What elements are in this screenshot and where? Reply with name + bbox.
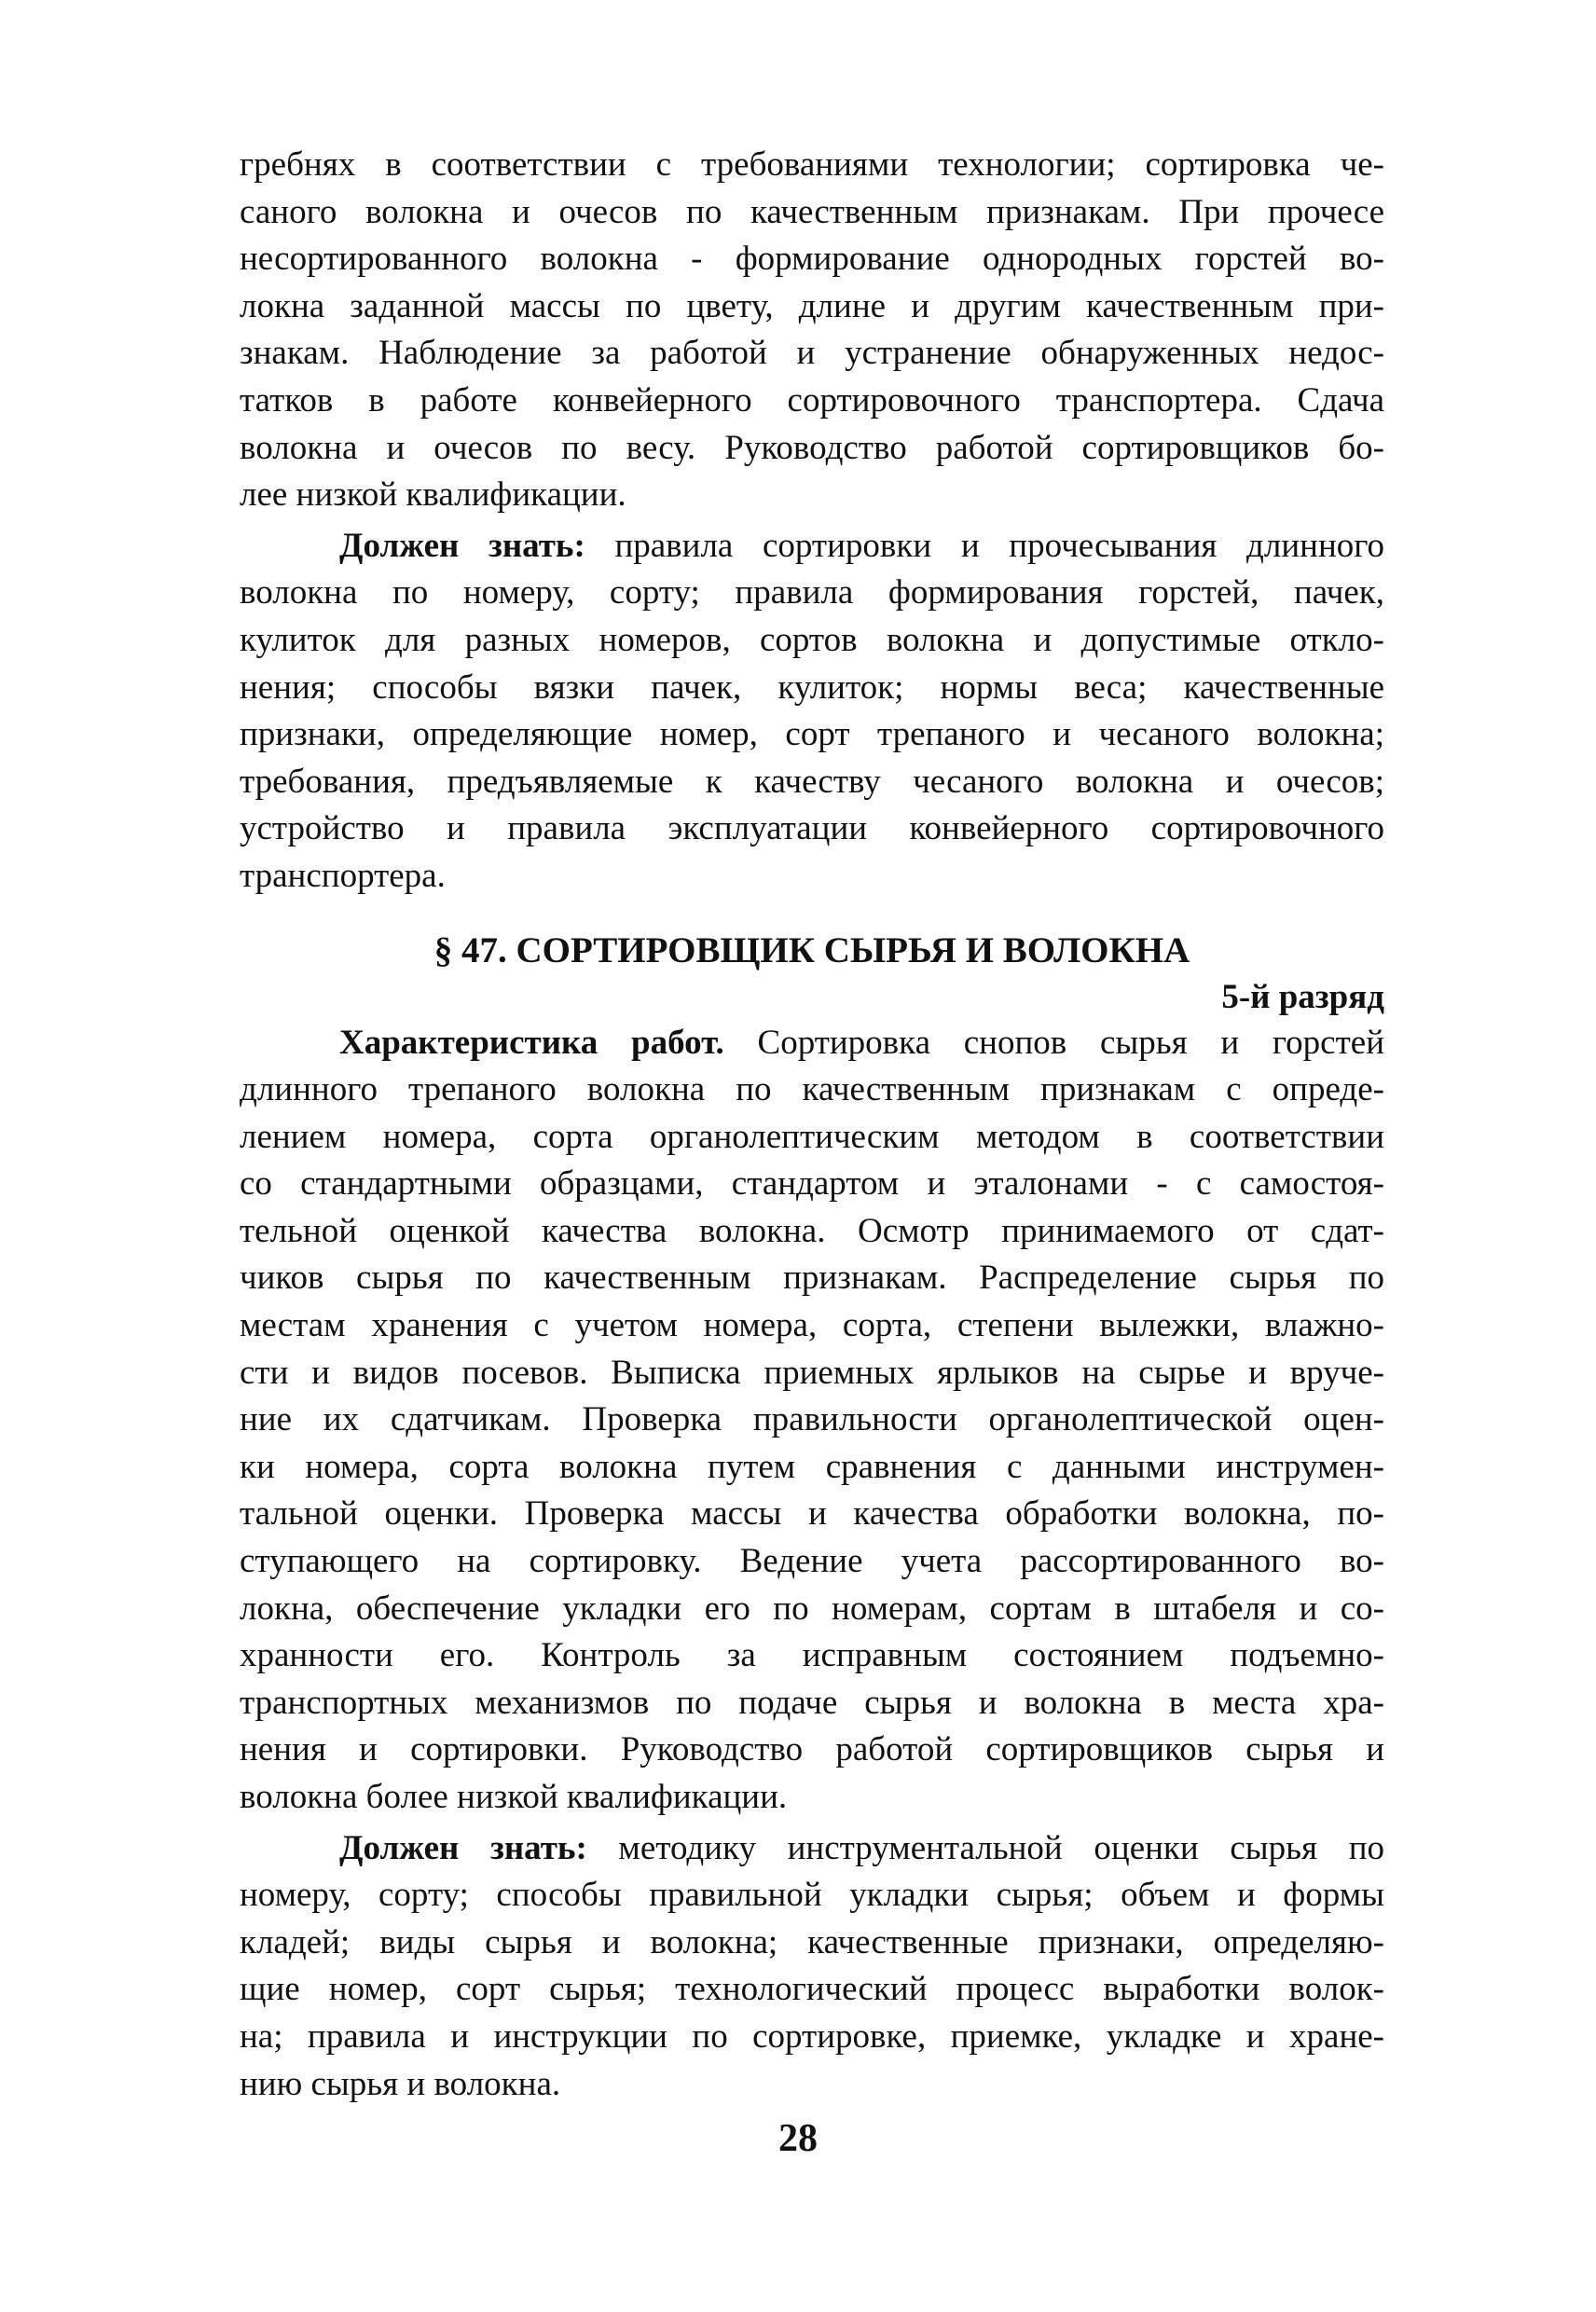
work-description-paragraph: [240, 1020, 1384, 1822]
text-line: щие номер, сорт сырья; технологический процесс выработки волок-: [240, 1970, 1384, 2009]
text-line: на; правила и инструкции по сортировке, приемке, укладке и хране-: [240, 2016, 1384, 2056]
text-line: тельной оценкой качества волокна. Осмотр принимаемого от сдат-: [240, 1211, 1384, 1250]
text-line: хранности его. Контроль за исправным состоянием подъемно-: [240, 1636, 1384, 1675]
label-work-description: Характеристика работ.: [339, 1023, 724, 1062]
text-line: тальной оценки. Проверка массы и качества обработки волокна, по-: [240, 1494, 1384, 1534]
text-line: сти и видов посевов. Выписка приемных ярлыков на сырье и вруче-: [240, 1353, 1384, 1392]
text-line: местам хранения с учетом номера, сорта, степени вылежки, влажно-: [240, 1306, 1384, 1345]
label-must-know: Должен знать:: [339, 526, 585, 565]
section-heading: § 47. СОРТИРОВЩИК СЫРЬЯ И ВОЛОКНА: [433, 929, 1190, 970]
text-line: ки номера, сорта волокна путем сравнения с данными инструмен-: [240, 1447, 1384, 1486]
text-line: волокна более низкой квалификации.: [240, 1778, 788, 1816]
page-body: [240, 142, 1384, 2108]
text-line: гребнях в соответствии с требованиями технологии; сортировка че-: [240, 145, 1384, 184]
text-line: несортированного волокна - формирование однородных горстей во-: [240, 240, 1384, 279]
text-line: требования, предъявляемые к качеству чесаного волокна и очесов;: [240, 762, 1384, 801]
text-line: лением номера, сорта органолептическим методом в соответствии: [240, 1117, 1384, 1156]
text-line: ние их сдатчикам. Проверка правильности органолептической оцен-: [240, 1400, 1384, 1439]
requirements-paragraph: [240, 523, 1384, 901]
text-line: Характеристика работ. Сортировка снопов сырья и горстей: [339, 1023, 1385, 1062]
text-line: локна, обеспечение укладки его по номерам, сортам в штабеля и со-: [240, 1589, 1384, 1628]
text-line: номеру, сорту; способы правильной укладки сырья; объем и формы: [240, 1876, 1384, 1915]
text-line: нения и сортировки. Руководство работой сортировщиков сырья и: [240, 1730, 1384, 1769]
text-line: Должен знать: правила сортировки и прочесывания длинного: [339, 526, 1384, 565]
text-line: ступающего на сортировку. Ведение учета рассортированного во-: [240, 1542, 1384, 1581]
text-line: лее низкой квалификации.: [240, 475, 626, 515]
requirements-paragraph: [240, 1825, 1384, 2109]
text-line: признаки, определяющие номер, сорт трепаного и чесаного волокна;: [240, 715, 1384, 754]
text-line: нию сырья и волокна.: [240, 2064, 561, 2103]
text-line: кладей; виды сырья и волокна; качественные признаки, определяю-: [240, 1922, 1384, 1961]
text-line: волокна по номеру, сорту; правила формирования горстей, пачек,: [240, 573, 1384, 612]
text-line: со стандартными образцами, стандартом и эталонами - с самостоя-: [240, 1164, 1384, 1204]
text-line: Должен знать: методику инструментальной оценки сырья по: [339, 1828, 1384, 1867]
paragraph-continuation: [240, 142, 1384, 519]
text-line: устройство и правила эксплуатации конвейерного сортировочного: [240, 809, 1384, 848]
text-line: локна заданной массы по цвету, длине и другим качественным при-: [240, 286, 1384, 325]
text-line: волокна и очесов по весу. Руководство работой сортировщиков бо-: [240, 428, 1384, 467]
text-line: чиков сырья по качественным признакам. Распределение сырья по: [240, 1259, 1384, 1298]
text-line: саного волокна и очесов по качественным признакам. При прочесе: [240, 192, 1384, 231]
text-line: нения; способы вязки пачек, кулиток; нормы веса; качественные: [240, 667, 1384, 707]
grade-label: 5-й разряд: [1221, 977, 1384, 1016]
text-line: татков в работе конвейерного сортировочного транспортера. Сдача: [240, 380, 1384, 420]
text-line: знакам. Наблюдение за работой и устранение обнаруженных недос-: [240, 334, 1384, 373]
text-line: транспортера.: [240, 856, 446, 895]
label-must-know: Должен знать:: [339, 1828, 587, 1867]
text-line: транспортных механизмов по подаче сырья и волокна в места хра-: [240, 1683, 1384, 1722]
text-line: длинного трепаного волокна по качественным признакам с опреде-: [240, 1070, 1384, 1109]
text-line: кулиток для разных номеров, сортов волокна и допустимые откло-: [240, 620, 1384, 659]
page-number: 28: [778, 2117, 818, 2160]
